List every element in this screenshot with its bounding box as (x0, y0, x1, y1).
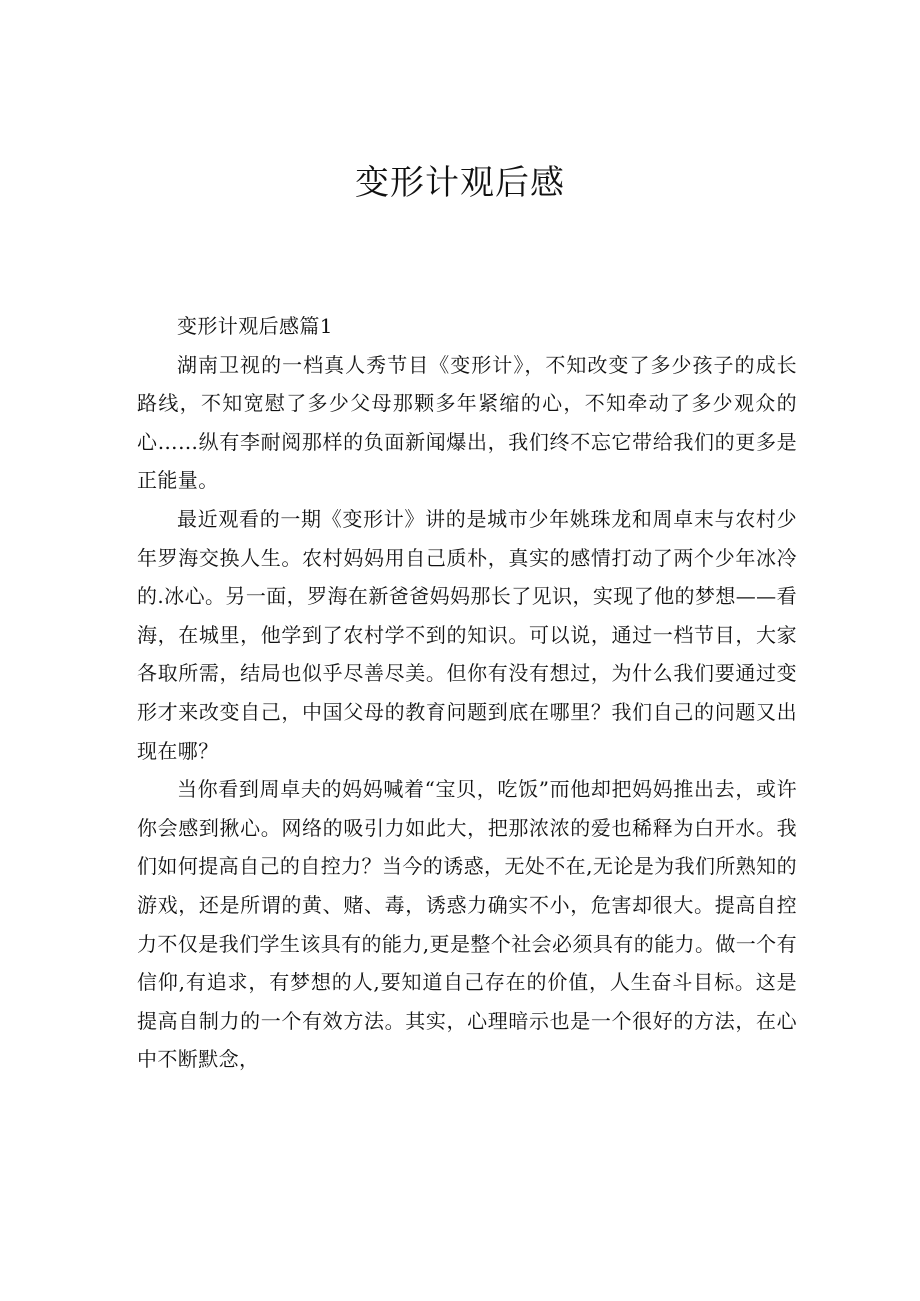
section-heading: 变形计观后感篇1 (177, 314, 333, 338)
document-body (137, 307, 797, 1079)
paragraph-3: 当你看到周卓夫的妈妈喊着“宝贝，吃饭”而他却把妈妈推出去，或许你会感到揪心。网络的吸引力如此大，把那浓浓的爱也稀释为白开水。我们如何提高自己的自控力？当今的诱惑，无处不在,无论是为我们所熟知的游戏，还是所谓的黄、赌、毒，诱惑力确实不小，危害却很大。提高自控力不仅是我们学生该具有的能力,更是整个社会必须具有的能力。做一个有信仰,有追求，有梦想的人,要知道自己存在的价值，人生奋斗目标。这是提高自制力的一个有效方法。其实，心理暗示也是一个很好的方法，在心中不断默念， (137, 777, 797, 1072)
paragraph-1: 湖南卫视的一档真人秀节目《变形计》，不知改变了多少孩子的成长路线，不知宽慰了多少父母那颗多年紧缩的心，不知牵动了多少观众的心……纵有李耐阅那样的负面新闻爆出，我们终不忘它带给我们的更多是正能量。 (137, 352, 797, 493)
page-title: 变形计观后感 (355, 163, 565, 203)
paragraph-2: 最近观看的一期《变形计》讲的是城市少年姚珠龙和周卓末与农村少年罗海交换人生。农村妈妈用自己质朴，真实的感情打动了两个少年冰冷的.冰心。另一面，罗海在新爸爸妈妈那长了见识，实现了他的梦想——看海，在城里，他学到了农村学不到的知识。可以说，通过一档节目，大家各取所需，结局也似乎尽善尽美。但你有没有想过，为什么我们要通过变形才来改变自己，中国父母的教育问题到底在哪里？我们自己的问题又出现在哪？ (137, 506, 797, 763)
